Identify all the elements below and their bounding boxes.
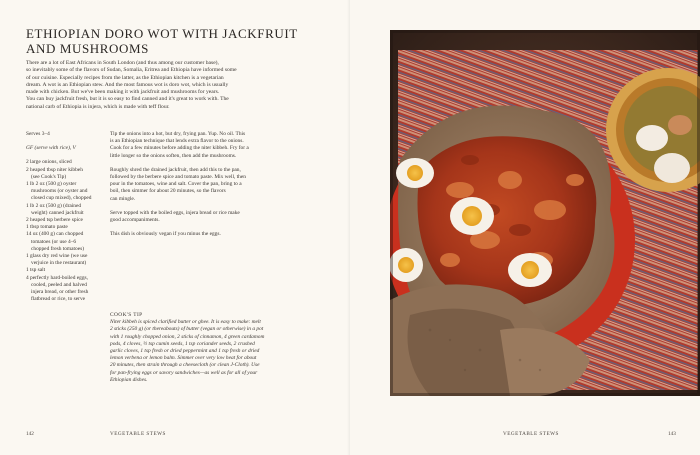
method-line: boil, then simmer for about 20 minutes, so the flavors (110, 188, 226, 195)
cooks-tip-line: with 1 roughly chopped onion, 2 sticks of cinnamon, 4 green cardamom (110, 333, 265, 340)
cooks-tip-line: Niter kibbeh is spiced clarified butter or ghee. It is easy to make: melt (110, 319, 261, 326)
ingredient-line: (see Cook's Tip) (31, 173, 67, 180)
method-line: followed by the berbere spice and tomato paste. Mix well, then (110, 174, 246, 181)
ingredient-line: chopped fresh tomatoes) (31, 245, 84, 252)
cooks-tip-line: lemon verbena or lemon balm. Simmer over very low heat for about (110, 355, 257, 362)
ingredients-list (26, 131, 104, 303)
ingredient-line: tomatoes (or use 4–6 (31, 238, 77, 245)
diet-label: GF (serve with rice), V (26, 145, 76, 152)
title-line: ETHIOPIAN DORO WOT WITH JACKFRUIT (26, 26, 298, 41)
intro-line: national carb of Ethiopia is injera, which is made with teff flour. (26, 103, 170, 110)
method-line: Cook for a few minutes before adding the niter kibbeh. Fry for a (110, 145, 249, 152)
intro-line: There are a lot of East Africans in South London (and thus among our customer base), (26, 60, 219, 66)
method-line: Serve topped with the boiled eggs, injera bread or rice make (110, 209, 240, 216)
cooks-tip-title: COOK'S TIP (110, 312, 143, 318)
recipe-title (26, 26, 336, 56)
method-line: Roughly shred the drained jackfruit, then add this to the pan, (110, 166, 241, 173)
cooks-tip-body (110, 319, 310, 384)
cooks-tip-line: pods, 4 cloves, ½ tsp cumin seeds, 1 tsp coriander seeds, 2 crushed (110, 340, 255, 347)
ingredient-line: 1 lb 2 oz (500 g) (drained (26, 202, 82, 209)
running-head-left: VEGETABLE STEWS (110, 431, 166, 437)
ingredient-line: weight) canned jackfruit (31, 209, 84, 216)
page-number-right: 143 (668, 431, 676, 437)
method-line: This dish is obviously vegan if you minus the eggs. (110, 231, 221, 238)
ingredient-line: mushrooms (or oyster and (31, 188, 88, 195)
ingredient-line: 14 oz (400 g) can chopped (26, 231, 84, 238)
method-line: pour in the tomatoes, wine and salt. Cover the pan, bring to a (110, 181, 242, 188)
method-line: Tip the onions into a hot, but dry, frying pan. Yup. No oil. This (110, 131, 246, 137)
ingredient-line: 1 glass dry red wine (we use (26, 253, 88, 260)
running-head-right: VEGETABLE STEWS (503, 431, 559, 437)
intro-line: so inevitably some of the flavors of Sudan, Somalia, Eritrea and Ethiopia have informed some (26, 67, 237, 74)
ingredient-line: injera bread, or other fresh (31, 289, 89, 296)
ingredient-items (26, 159, 104, 303)
cooks-tip (110, 312, 310, 384)
method-line: good accompaniments. (110, 217, 160, 224)
page-number-left: 142 (26, 431, 34, 437)
ingredient-line: 2 heaped tbsp niter kibbeh (26, 166, 83, 173)
ingredient-line: cooled, peeled and halved (31, 281, 87, 288)
ingredient-line: 2 heaped tsp berbere spice (26, 217, 83, 224)
intro-paragraph (26, 60, 336, 111)
method-line: can mingle. (110, 195, 136, 202)
intro-line: made with chicken. But we've been making it with jackfruit and mushrooms for years. (26, 89, 220, 96)
ingredient-line: flatbread or rice, to serve (31, 296, 86, 303)
ingredient-line: closed cup mixed), chopped (31, 195, 92, 202)
intro-line: dream. A wot is an Ethiopian stew. And the most famous wot is doro wot, which is usually (26, 81, 229, 88)
food-photo-icon (390, 30, 700, 396)
ingredient-line: 1 tsp salt (26, 267, 46, 274)
cooks-tip-line: garlic cloves, 1 tsp fresh or dried peppermint and 1 tsp fresh or dried (110, 348, 260, 355)
ingredient-line: verjuice in the restaurant) (31, 260, 87, 267)
intro-line: of our cuisine. Especially recipes from the latter, as the Ethiopian kitchen is a vegetarian (26, 74, 224, 81)
method-steps (110, 131, 290, 238)
cooks-tip-line: for pan-frying eggs or savory sandwiches—as well as for all of your (110, 369, 258, 376)
ingredient-line: 1 tbsp tomato paste (26, 224, 68, 231)
cooks-tip-line: Ethiopian dishes. (110, 376, 148, 383)
title-line: AND MUSHROOMS (26, 41, 150, 56)
method-line: little longer so the onions soften, then add the mushrooms. (110, 152, 237, 159)
cooks-tip-line: 20 minutes, then strain through a cheesecloth (or clean J-Cloth). Use (110, 362, 260, 369)
method-line: is an Ethiopian technique that lends extra flavor to the onions. (110, 138, 244, 145)
food-photo (390, 30, 700, 396)
ingredient-line: 1 lb 2 oz (500 g) oyster (26, 181, 77, 188)
ingredient-line: 4 perfectly hard-boiled eggs, (26, 274, 88, 281)
ingredient-line: 2 large onions, sliced (26, 159, 72, 166)
cooks-tip-line: 2 sticks (250 g) (or thereabouts) of butter (vegan or otherwise) in a pot (110, 326, 264, 333)
intro-line: You can buy jackfruit fresh, but it is so easy to find canned and it's great to work with. The (26, 96, 229, 103)
serves-label: Serves 3–4 (26, 131, 50, 137)
